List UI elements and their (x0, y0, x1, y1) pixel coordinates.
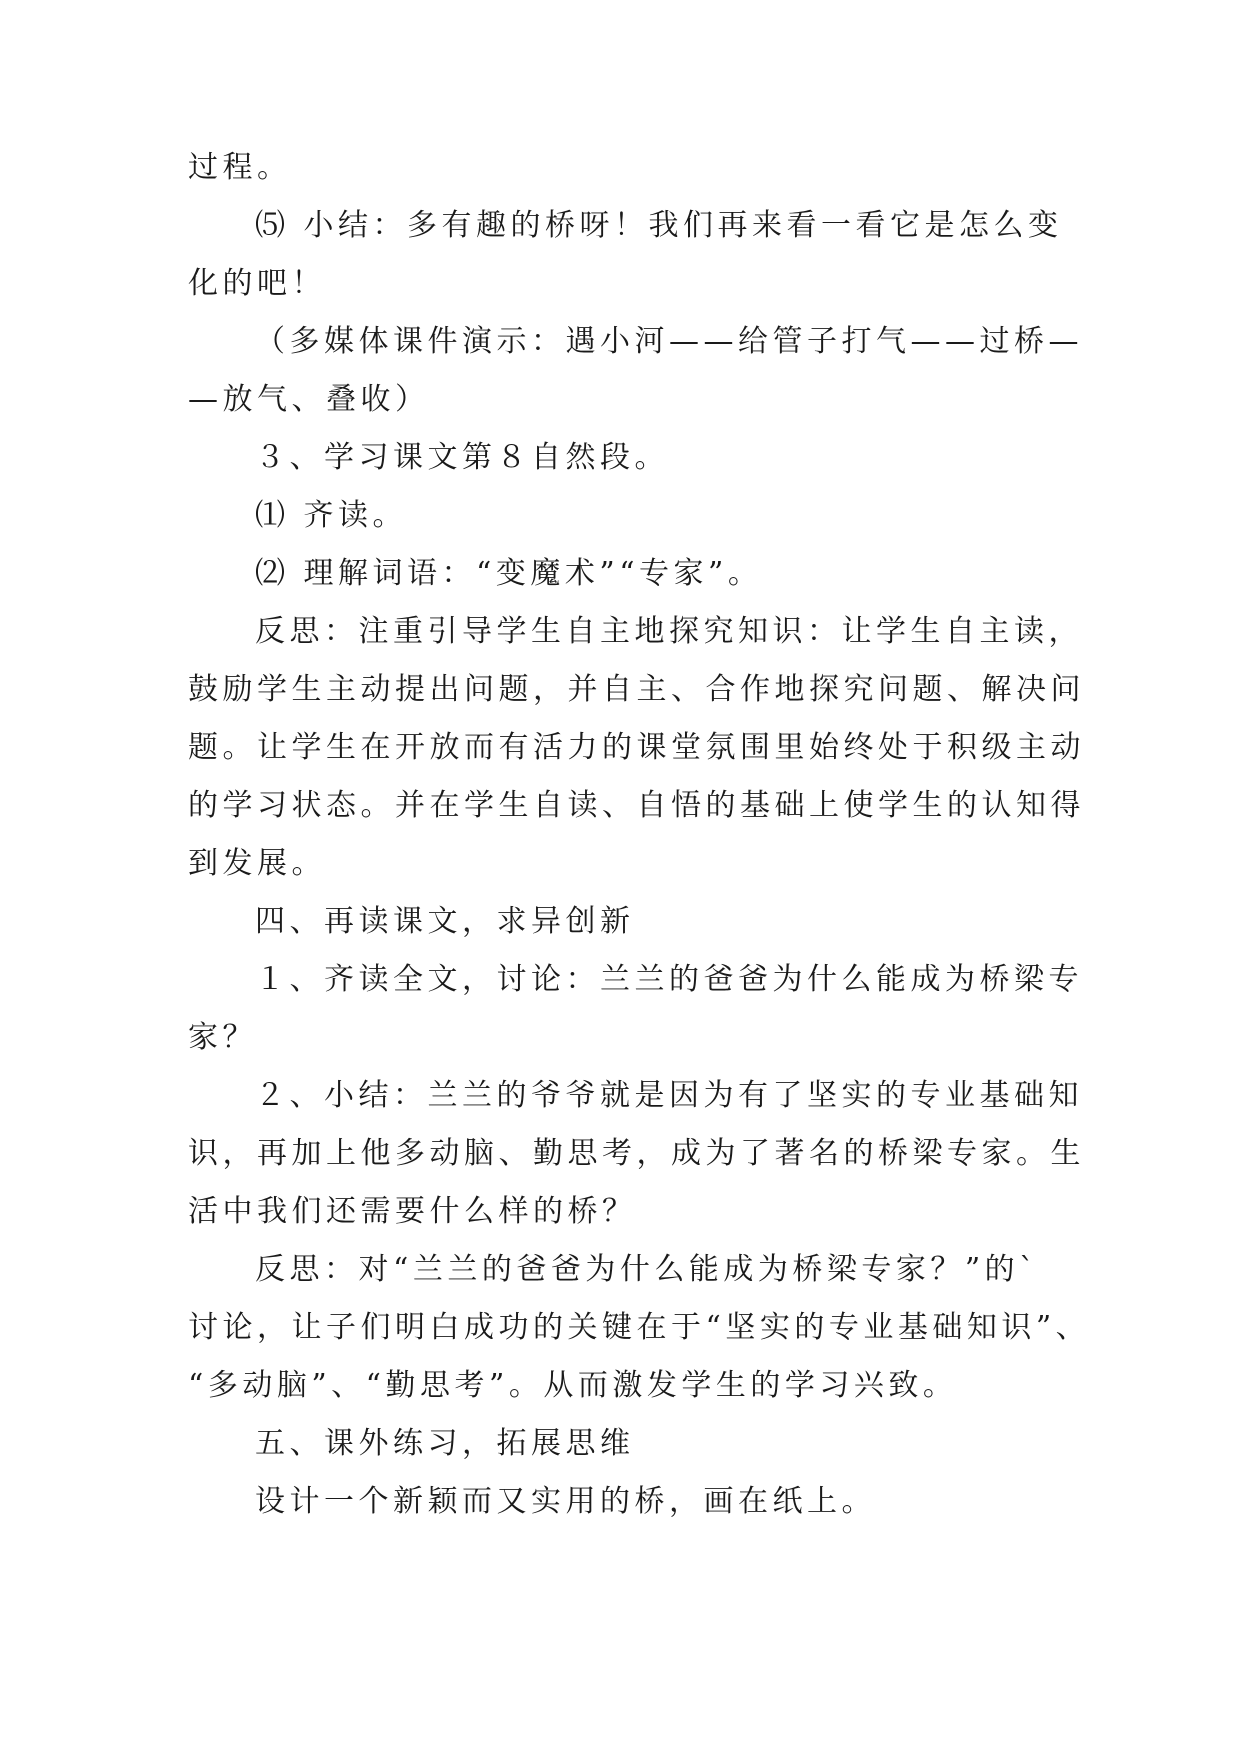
text-line: （多媒体课件演示：遇小河——给管子打气——过桥— (255, 324, 1083, 359)
text-line: 鼓励学生主动提出问题，并自主、合作地探究问题、解决问 (188, 672, 1085, 707)
text-line: 化的吧！ (188, 266, 326, 301)
text-line: 题。让学生在开放而有活力的课堂氛围里始终处于积级主动 (188, 730, 1085, 765)
text-line: “多动脑”、“勤思考”。从而激发学生的学习兴致。 (188, 1368, 958, 1403)
text-line: 到发展。 (188, 846, 326, 881)
text-line: １、齐读全文，讨论：兰兰的爸爸为什么能成为桥梁专 (255, 962, 1083, 997)
section-heading: 五、课外练习，拓展思维 (255, 1426, 635, 1461)
text-line: 过程。 (188, 150, 292, 185)
text-line: ３、学习课文第８自然段。 (255, 440, 669, 475)
text-line: 的学习状态。并在学生自读、自悟的基础上使学生的认知得 (188, 788, 1085, 823)
text-line: 讨论，让子们明白成功的关键在于“坚实的专业基础知识”、 (188, 1310, 1091, 1345)
text-line: 活中我们还需要什么样的桥？ (188, 1194, 637, 1229)
text-line: ⑸ 小结：多有趣的桥呀！我们再来看一看它是怎么变 (255, 208, 1063, 243)
text-line: 设计一个新颖而又实用的桥，画在纸上。 (255, 1484, 876, 1519)
text-line: ⑴ 齐读。 (255, 498, 408, 533)
text-line: ⑵ 理解词语：“变魔术”“专家”。 (255, 556, 763, 591)
text-line: 反思：对“兰兰的爸爸为什么能成为桥梁专家？”的` (255, 1252, 1039, 1287)
text-line: 反思：注重引导学生自主地探究知识：让学生自主读， (255, 614, 1083, 649)
text-line: —放气、叠收） (188, 382, 430, 417)
text-line: 识，再加上他多动脑、勤思考，成为了著名的桥梁专家。生 (188, 1136, 1085, 1171)
section-heading: 四、再读课文，求异创新 (255, 904, 635, 939)
text-line: ２、小结：兰兰的爷爷就是因为有了坚实的专业基础知 (255, 1078, 1083, 1113)
text-line: 家？ (188, 1020, 257, 1055)
